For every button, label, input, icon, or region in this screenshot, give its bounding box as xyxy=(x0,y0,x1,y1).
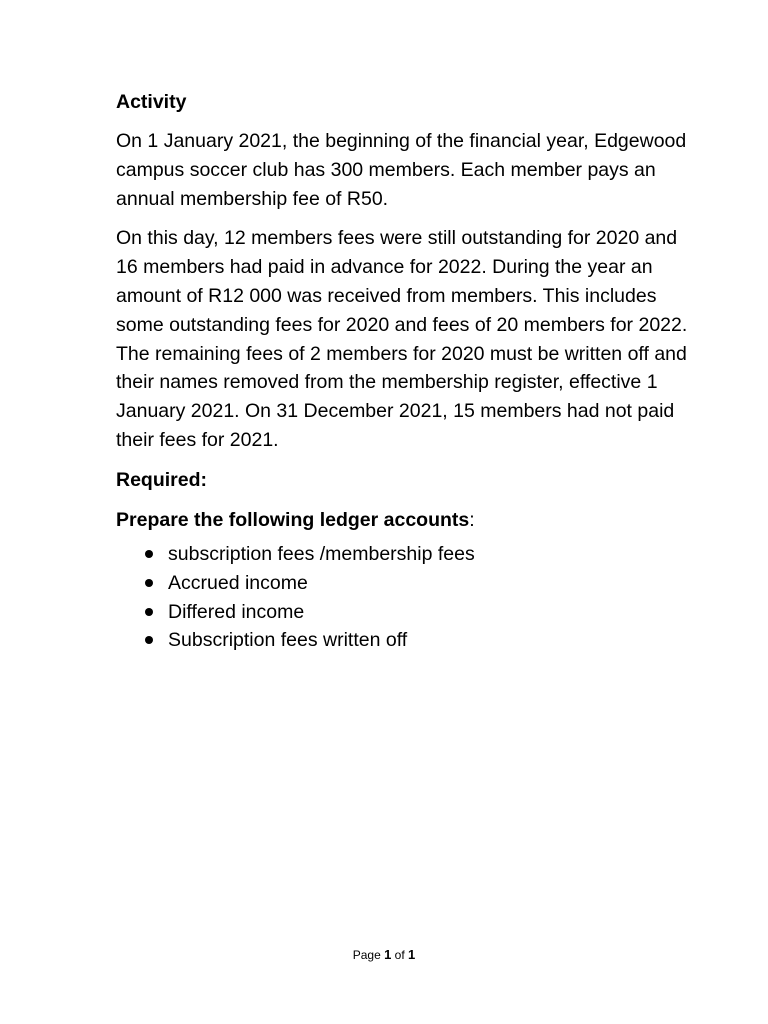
prepare-label: Prepare the following ledger accounts xyxy=(116,508,470,531)
prepare-instruction xyxy=(116,506,688,535)
list-item xyxy=(116,569,688,598)
activity-heading: Activity xyxy=(116,91,187,113)
list-item-text: subscription fees /membership fees xyxy=(168,543,475,566)
required-label: Required: xyxy=(116,468,208,491)
list-item xyxy=(116,626,688,655)
page-word: Page xyxy=(352,948,381,962)
intro-paragraph: On 1 January 2021, the beginning of the financial year, Edgewood campus soccer club has 300 members. Each member pays an annual membership fee of R50. xyxy=(116,130,687,210)
details-paragraph: On this day, 12 members fees were still outstanding for 2020 and 16 members had paid in advance for 2022. During the year an amount of R12 000 was received from members. This includes some outstanding fees for 2020 and fees of 20 members for 2022. The remaining fees of 2 members for 2020 must be written off and their names removed from the membership register, effective 1 January 2021. On 31 December 2021, 15 members had not paid their fees for 2021. xyxy=(116,227,688,451)
list-item-text: Accrued income xyxy=(168,571,308,594)
page-footer xyxy=(0,946,768,964)
bullet-icon xyxy=(145,608,153,616)
list-item xyxy=(116,540,688,569)
bullet-icon xyxy=(145,636,153,644)
bullet-icon xyxy=(145,579,153,587)
list-item xyxy=(116,598,688,627)
document-body xyxy=(116,88,688,655)
current-page-number: 1 xyxy=(384,947,392,962)
list-item-text: Differed income xyxy=(168,600,305,623)
bullet-icon xyxy=(145,550,153,558)
total-pages-number: 1 xyxy=(408,947,416,962)
ledger-accounts-list xyxy=(116,540,688,654)
of-word: of xyxy=(394,948,405,962)
list-item-text: Subscription fees written off xyxy=(168,629,408,652)
prepare-colon: : xyxy=(469,508,475,531)
